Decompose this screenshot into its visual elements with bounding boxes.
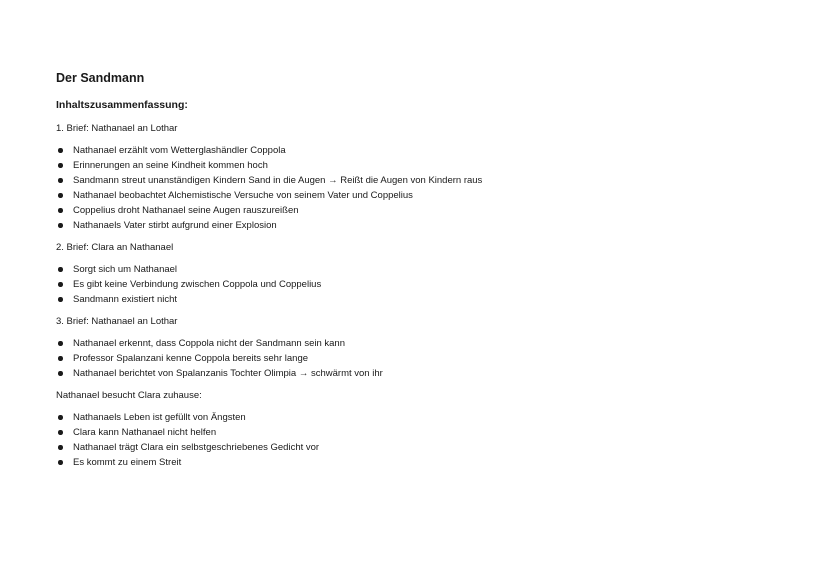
- list-item: Nathanaels Vater stirbt aufgrund einer Explosion: [56, 218, 788, 233]
- list-item: Es kommt zu einem Streit: [56, 455, 788, 470]
- document-subtitle: Inhaltszusammenfassung:: [56, 99, 188, 111]
- list-item: Nathanael berichtet von Spalanzanis Tochter Olimpia → schwärmt von ihr: [56, 366, 788, 381]
- section-heading: 2. Brief: Clara an Nathanael: [56, 242, 174, 253]
- bullet-list: [56, 336, 788, 381]
- list-item: Nathanaels Leben ist gefüllt von Ängsten: [56, 410, 788, 425]
- list-item: Erinnerungen an seine Kindheit kommen hoch: [56, 158, 788, 173]
- list-item: Nathanael beobachtet Alchemistische Versuche von seinem Vater und Coppelius: [56, 188, 788, 203]
- section-besuch: [56, 389, 788, 470]
- list-item: Sandmann streut unanständigen Kindern Sand in die Augen → Reißt die Augen von Kindern raus: [56, 173, 788, 188]
- bullet-list: [56, 262, 788, 307]
- section-heading: 1. Brief: Nathanael an Lothar: [56, 123, 178, 134]
- bullet-list: [56, 410, 788, 470]
- bullet-list: [56, 143, 788, 233]
- list-item: Professor Spalanzani kenne Coppola bereits sehr lange: [56, 351, 788, 366]
- list-item: Nathanael erzählt vom Wetterglashändler Coppola: [56, 143, 788, 158]
- section-brief-3: [56, 315, 788, 381]
- list-item: Sandmann existiert nicht: [56, 292, 788, 307]
- document-title: Der Sandmann: [56, 71, 145, 85]
- section-brief-2: [56, 241, 788, 307]
- list-item: Clara kann Nathanael nicht helfen: [56, 425, 788, 440]
- list-item: Nathanael erkennt, dass Coppola nicht der Sandmann sein kann: [56, 336, 788, 351]
- section-heading: 3. Brief: Nathanael an Lothar: [56, 316, 178, 327]
- list-item: Coppelius droht Nathanael seine Augen rauszureißen: [56, 203, 788, 218]
- section-brief-1: [56, 122, 788, 233]
- section-heading: Nathanael besucht Clara zuhause:: [56, 390, 202, 401]
- list-item: Nathanael trägt Clara ein selbstgeschriebenes Gedicht vor: [56, 440, 788, 455]
- list-item: Sorgt sich um Nathanael: [56, 262, 788, 277]
- list-item: Es gibt keine Verbindung zwischen Coppola und Coppelius: [56, 277, 788, 292]
